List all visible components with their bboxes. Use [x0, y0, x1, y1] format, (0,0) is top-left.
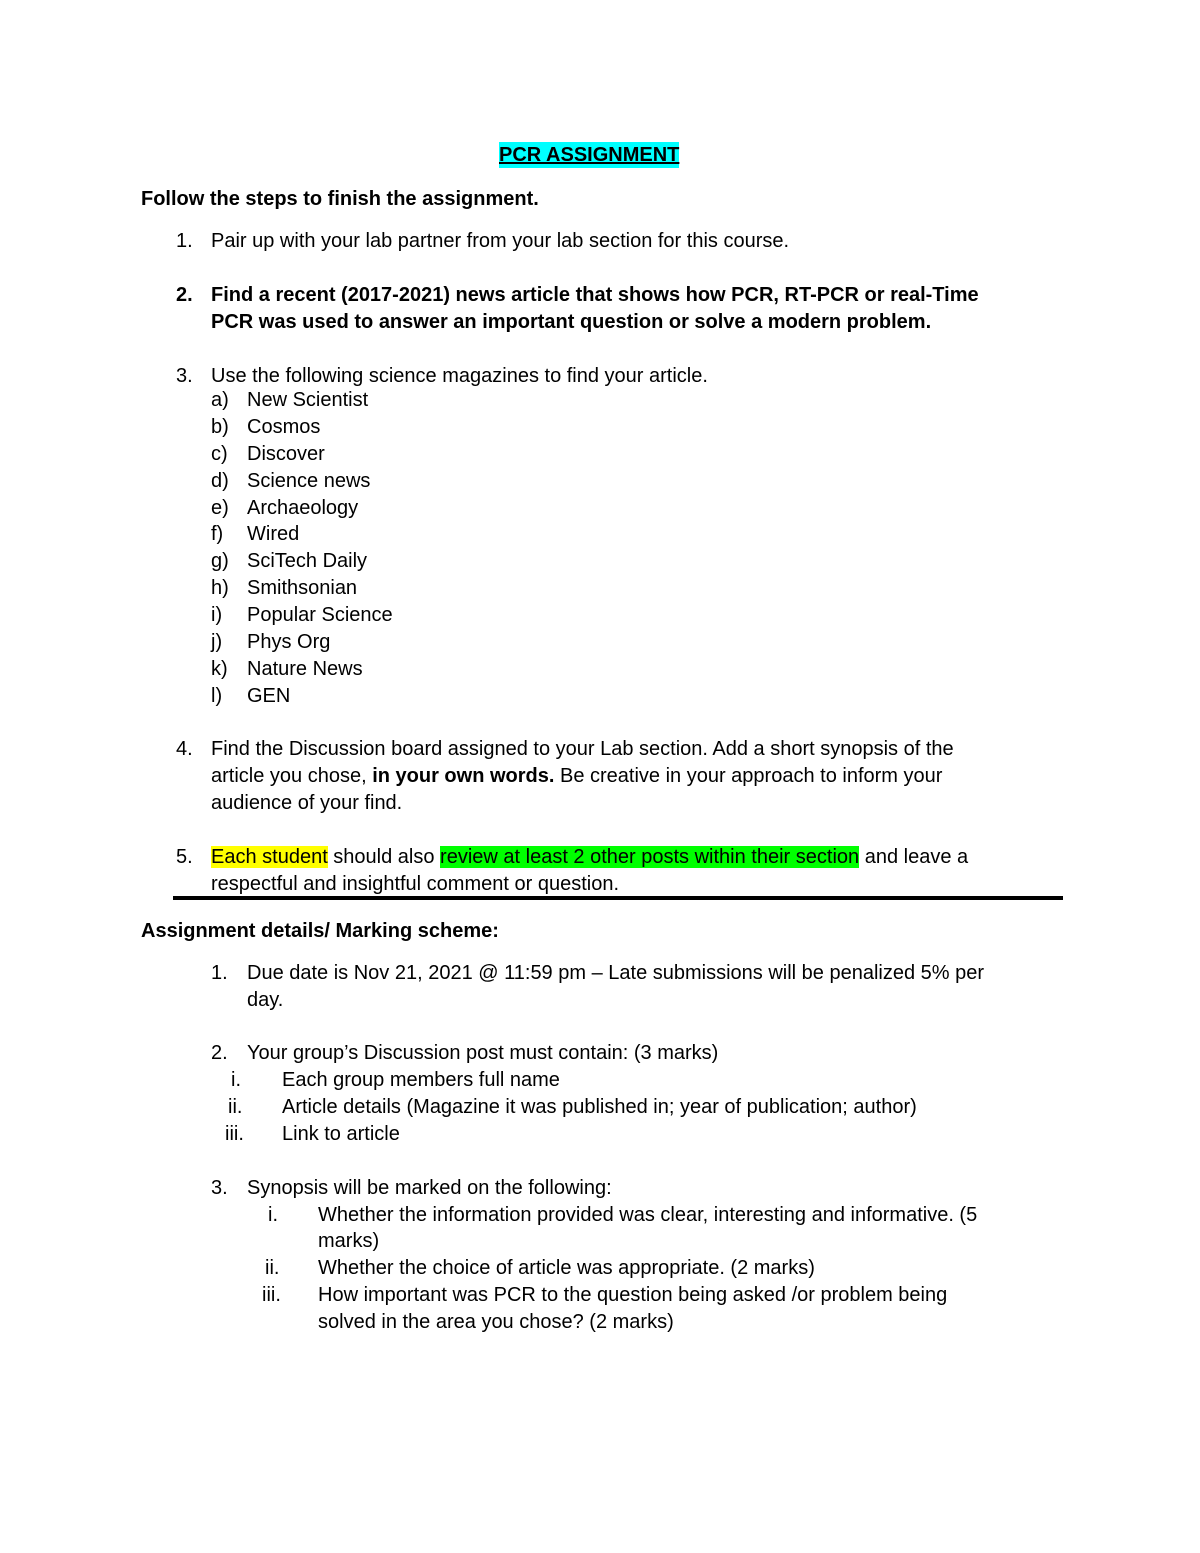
step-5-yellow-highlight: Each student [211, 846, 328, 868]
magazine-name: GEN [247, 685, 291, 707]
magazine-letter: k) [211, 658, 228, 680]
magazine-letter: g) [211, 550, 229, 572]
detail-2-number: 2. [211, 1042, 228, 1064]
magazine-name: SciTech Daily [247, 550, 368, 572]
detail-2-subitem-number: iii. [225, 1123, 244, 1145]
magazine-name: Science news [247, 470, 371, 492]
step-4-line-2-a: article you chose, [211, 765, 373, 787]
detail-3-subitem-text: solved in the area you chose? (2 marks) [318, 1311, 674, 1333]
detail-2-subitem-text: Each group members full name [282, 1069, 560, 1091]
detail-2-subitem-text: Link to article [282, 1123, 400, 1145]
intro-text: Follow the steps to finish the assignment. [141, 188, 539, 210]
magazine-letter: e) [211, 497, 229, 519]
detail-3-subitem-number: iii. [262, 1284, 281, 1306]
detail-1-line-2: day. [247, 989, 284, 1011]
details-heading: Assignment details/ Marking scheme: [141, 920, 499, 942]
magazine-name: Archaeology [247, 497, 359, 519]
step-2-line-2: PCR was used to answer an important question or solve a modern problem. [211, 311, 932, 333]
step-4-line-1: Find the Discussion board assigned to your Lab section. Add a short synopsis of the [211, 738, 954, 760]
step-5-line-2: respectful and insightful comment or question. [211, 873, 619, 895]
detail-3-text: Synopsis will be marked on the following: [247, 1177, 612, 1199]
horizontal-rule [173, 896, 1063, 900]
detail-2-subitem-number: ii. [228, 1096, 243, 1118]
detail-2-subitem-text: Article details (Magazine it was published in; year of publication; author) [282, 1096, 917, 1118]
step-3-text: Use the following science magazines to find your article. [211, 365, 708, 387]
magazine-letter: a) [211, 389, 229, 411]
magazine-letter: h) [211, 577, 229, 599]
step-1-number: 1. [176, 230, 193, 252]
detail-3-subitem-text: Whether the information provided was clear, interesting and informative. (5 [318, 1204, 978, 1226]
step-5-text-d: and leave a [859, 846, 969, 868]
magazine-name: Phys Org [247, 631, 331, 653]
magazine-name: Wired [247, 523, 300, 545]
detail-1-number: 1. [211, 962, 228, 984]
magazine-letter: b) [211, 416, 229, 438]
step-3-number: 3. [176, 365, 193, 387]
detail-1-line-1: Due date is Nov 21, 2021 @ 11:59 pm – Late submissions will be penalized 5% per [247, 962, 985, 984]
step-5-text-b: should also [327, 846, 441, 868]
magazine-letter: d) [211, 470, 229, 492]
magazine-letter: i) [211, 604, 223, 626]
magazine-letter: f) [211, 523, 224, 545]
magazine-name: Nature News [247, 658, 363, 680]
detail-3-subitem-text: Whether the choice of article was appropriate. (2 marks) [318, 1257, 815, 1279]
detail-3-number: 3. [211, 1177, 228, 1199]
step-1-text: Pair up with your lab partner from your lab section for this course. [211, 230, 790, 252]
step-5-number: 5. [176, 846, 193, 868]
step-5-green-highlight: review at least 2 other posts within their section [440, 846, 860, 868]
detail-2-text: Your group’s Discussion post must contain: (3 marks) [247, 1042, 719, 1064]
step-4-line-2 [211, 763, 942, 789]
step-5-line-1 [211, 844, 968, 870]
page-title: PCR ASSIGNMENT [499, 144, 680, 166]
magazine-letter: j) [211, 631, 223, 653]
magazine-name: New Scientist [247, 389, 369, 411]
step-4-line-3: audience of your find. [211, 792, 403, 814]
magazine-name: Cosmos [247, 416, 321, 438]
magazine-letter: l) [211, 685, 223, 707]
step-4-emphasis: in your own words. [372, 765, 555, 787]
step-2-line-1: Find a recent (2017-2021) news article that shows how PCR, RT-PCR or real-Time [211, 284, 979, 306]
detail-3-subitem-text: marks) [318, 1230, 380, 1252]
detail-3-subitem-text: How important was PCR to the question being asked /or problem being [318, 1284, 948, 1306]
magazine-letter: c) [211, 443, 228, 465]
step-4-line-2-c: Be creative in your approach to inform your [554, 765, 943, 787]
magazine-name: Popular Science [247, 604, 393, 626]
detail-2-subitem-number: i. [231, 1069, 241, 1091]
detail-3-subitem-number: ii. [265, 1257, 280, 1279]
magazine-name: Discover [247, 443, 325, 465]
step-2-number: 2. [176, 284, 193, 306]
detail-3-subitem-number: i. [268, 1204, 278, 1226]
magazine-name: Smithsonian [247, 577, 358, 599]
step-4-number: 4. [176, 738, 193, 760]
